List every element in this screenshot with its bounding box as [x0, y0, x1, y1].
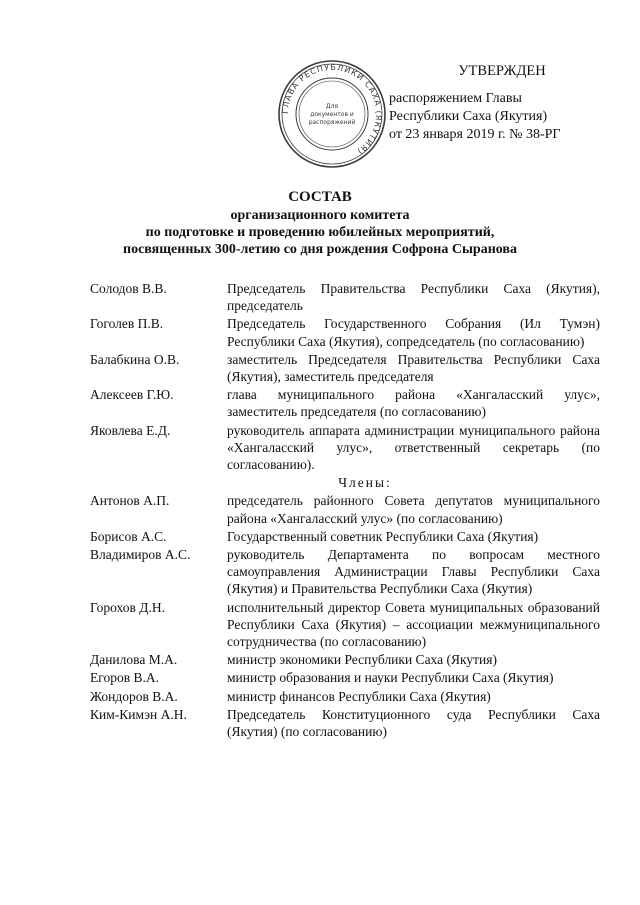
member-name: Алексеев Г.Ю. — [90, 387, 174, 403]
heading-title: СОСТАВ — [288, 189, 352, 205]
member-role: председатель районного Совета депутатов муниципального района «Хангаласский улус» (по согласованию) — [227, 493, 600, 526]
member-name: Владимиров А.С. — [90, 547, 191, 563]
approval-block — [370, 62, 610, 144]
member-role: Государственный советник Республики Саха (Якутия) — [227, 528, 539, 544]
member-name: Балабкина О.В. — [90, 351, 180, 367]
member-name: Антонов А.П. — [90, 493, 170, 509]
members-label: Члены: — [338, 475, 392, 491]
member-role: министр экономики Республики Саха (Якутия) — [227, 652, 497, 668]
approval-line: распоряжением Главы — [389, 91, 522, 106]
roster-row — [90, 669, 600, 686]
heading-line: по подготовке и проведению юбилейных мероприятий, — [145, 225, 495, 240]
roster-row — [90, 280, 600, 314]
member-name: Данилова М.А. — [90, 652, 178, 668]
roster-row — [90, 688, 600, 705]
member-name: Егоров В.А. — [90, 670, 159, 686]
heading-line: организационного комитета — [230, 208, 410, 223]
roster-row — [90, 351, 600, 385]
roster-row — [90, 599, 600, 651]
roster-row — [90, 386, 600, 420]
member-role: Председатель Конституционного суда Республики Саха (Якутия) (по согласованию) — [227, 706, 600, 740]
member-role: глава муниципального района «Хангаласский улус», заместитель председателя (по согласованию) — [227, 387, 600, 420]
member-name: Гоголев П.В. — [90, 316, 164, 332]
approval-line: Республики Саха (Якутия) — [389, 109, 548, 124]
member-name: Яковлева Е.Д. — [90, 422, 171, 438]
seal-outer-text: ГЛАВА РЕСПУБЛИКИ САХА (ЯКУТИЯ) — [280, 62, 384, 157]
member-role: руководитель Департамента по вопросам местного самоуправления Администрации Главы Республики Саха (Якутия) и Правительства Республики Саха (Якутия) — [227, 547, 600, 597]
roster-row — [90, 706, 600, 740]
member-role: руководитель аппарата администрации муниципального района «Хангаласский улус», ответственный секретарь (по согласованию). — [227, 422, 600, 473]
member-name: Борисов А.С. — [90, 528, 167, 544]
roster-row — [90, 546, 600, 598]
member-name: Ким-Кимэн А.Н. — [90, 706, 187, 722]
member-role: Председатель Государственного Собрания (Ил Тумэн) Республики Саха (Якутия), сопредседатель (по согласованию) — [227, 316, 600, 349]
svg-text:распоряжений: распоряжений — [308, 119, 356, 126]
svg-text:Для: Для — [325, 103, 339, 110]
svg-text:документов и: документов и — [310, 111, 354, 118]
member-role: министр образования и науки Республики Саха (Якутия) — [227, 670, 554, 686]
roster-row — [90, 315, 600, 349]
roster-row — [90, 528, 600, 545]
roster-row — [90, 422, 600, 474]
member-name: Солодов В.В. — [90, 281, 167, 296]
approval-title: УТВЕРЖДЕН — [458, 63, 546, 79]
member-name: Жондоров В.А. — [90, 688, 178, 704]
roster-row — [90, 651, 600, 668]
member-role: Председатель Правительства Республики Саха (Якутия), председатель — [227, 281, 600, 314]
member-role: исполнительный директор Совета муниципальных образований Республики Саха (Якутия) – ассоциации межмуниципального сотрудничества (по согласованию) — [227, 599, 600, 650]
roster-row — [90, 492, 600, 526]
member-role: заместитель Председателя Правительства Республики Саха (Якутия), заместитель председателя — [227, 351, 600, 385]
member-name: Горохов Д.Н. — [90, 599, 165, 615]
document-heading — [0, 189, 640, 258]
heading-line: посвященных 300-летию со дня рождения Софрона Сыранова — [123, 242, 517, 257]
approval-line: от 23 января 2019 г. № 38-РГ — [389, 127, 561, 142]
member-role: министр финансов Республики Саха (Якутия) — [227, 688, 491, 704]
committee-roster — [90, 280, 600, 741]
